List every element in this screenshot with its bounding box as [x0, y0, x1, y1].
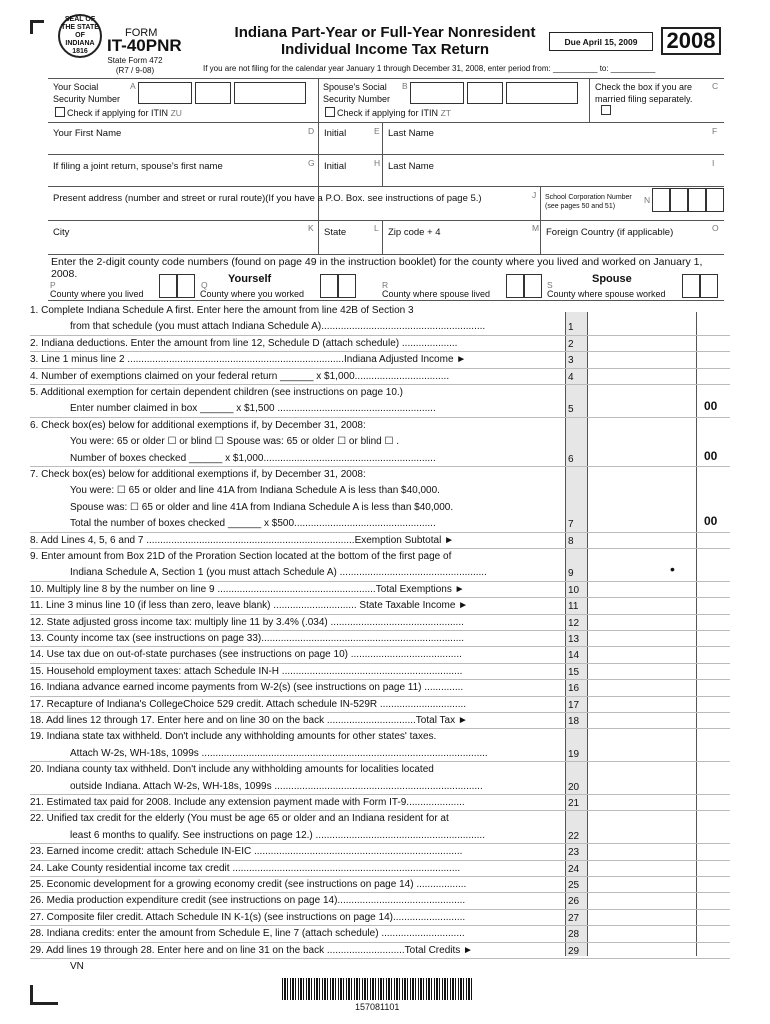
- due-date: Due April 15, 2009: [549, 32, 653, 51]
- line-item-text: 16. Indiana advance earned income payments from W-2(s) (see instructions on page 11) ..............: [30, 682, 464, 694]
- line-number: 12: [568, 617, 580, 629]
- line-number: 18: [568, 716, 580, 727]
- amount-field[interactable]: [588, 336, 696, 352]
- line-item-row: [30, 697, 730, 713]
- tax-year: 2008: [661, 27, 721, 55]
- amount-field[interactable]: [588, 926, 696, 942]
- line-item-text: 13. County income tax (see instructions on page 33).........................................................................: [30, 633, 465, 644]
- cents-value: 00: [704, 514, 718, 529]
- line-number: 8: [568, 535, 574, 547]
- cents-value: 00: [704, 399, 718, 414]
- barcode-number: 157081101: [355, 1002, 400, 1012]
- line-item-text: 12. State adjusted gross income tax: multiply line 11 by 3.4% (.034) ................................................: [30, 616, 464, 628]
- line-item-row: [30, 861, 730, 877]
- line-item-row: [30, 762, 730, 778]
- amount-field[interactable]: [588, 713, 696, 729]
- line-item-text: 28. Indiana credits: enter the amount from Schedule E, line 7 (attach schedule) ..............................: [30, 928, 465, 940]
- line-item-row: [30, 811, 730, 827]
- line-item-row: [30, 369, 730, 385]
- initial-field[interactable]: Initial: [324, 128, 347, 139]
- spouse-county-worked-label: County where spouse worked: [547, 289, 666, 299]
- line-item-text: 4. Number of exemptions claimed on your federal return ______ x $1,000..................................: [30, 370, 450, 382]
- amount-field[interactable]: [588, 451, 696, 467]
- amount-field[interactable]: [588, 582, 696, 598]
- line-item-text: 1. Complete Indiana Schedule A first. Enter here the amount from line 42B of Section 3: [30, 305, 414, 316]
- line-item-text: 24. Lake County residential income tax credit ..................................................................................: [30, 862, 461, 874]
- line-item-text: You were: ☐ 65 or older and line 41A from Indiana Schedule A is less than $40,000.: [70, 485, 440, 497]
- zip-field[interactable]: Zip code + 4: [388, 227, 441, 238]
- line-item-row: [30, 582, 730, 598]
- line-item-row: [30, 844, 730, 860]
- line-item-text: 18. Add lines 12 through 17. Enter here and on line 30 on the back ................................Total Tax ►: [30, 715, 468, 726]
- line-item-row: [30, 943, 730, 959]
- line-number: 3: [568, 355, 574, 367]
- county-intro: Enter the 2-digit county code numbers (found on page 49 in the instruction booklet) for the county where you lived and worked on January 1, 2008.: [51, 256, 703, 280]
- amount-field[interactable]: [588, 877, 696, 893]
- line-item-text: 27. Composite filer credit. Attach Schedule IN K-1(s) (see instructions on page 14)..........................: [30, 911, 466, 923]
- form-label: FORM: [125, 27, 158, 39]
- line-item-row: [30, 713, 730, 729]
- spouse-county-lived-label: County where spouse lived: [382, 289, 491, 299]
- foreign-country-field[interactable]: Foreign Country (if applicable): [546, 227, 674, 238]
- line-number: 24: [568, 863, 580, 875]
- first-name-field[interactable]: Your First Name: [53, 128, 122, 139]
- line-number: 28: [568, 929, 580, 941]
- line-item-row: [30, 598, 730, 614]
- line-item-row: [30, 664, 730, 680]
- amount-field[interactable]: [588, 647, 696, 663]
- line-number: 20: [568, 781, 580, 793]
- spouse-first-name-field[interactable]: If filing a joint return, spouse's first name: [53, 161, 223, 172]
- amount-field[interactable]: [588, 615, 696, 631]
- line-number: 25: [568, 880, 580, 891]
- school-corporation-label: School Corporation Number (see pages 50 and 51): [545, 194, 632, 210]
- line-number: 27: [568, 912, 580, 924]
- amount-field[interactable]: [588, 861, 696, 877]
- line-item-text: 15. Household employment taxes: attach Schedule IN-H .................................................................: [30, 665, 463, 677]
- amount-field[interactable]: [588, 844, 696, 860]
- line-item-row: [30, 877, 730, 893]
- line-item-row: [30, 336, 730, 352]
- line-number: 7: [568, 519, 574, 531]
- line-item-row: [30, 352, 730, 368]
- address-field[interactable]: Present address (number and street or rural route)(If you have a P.O. Box. see instructions of page 5.): [53, 193, 482, 204]
- city-field[interactable]: City: [53, 227, 70, 238]
- line-item-row: [30, 561, 730, 581]
- line-item-row: [30, 729, 730, 745]
- line-item-row: [30, 615, 730, 631]
- line-number: 2: [568, 338, 574, 350]
- line-item-row: [30, 795, 730, 811]
- amount-field[interactable]: [588, 533, 696, 549]
- itin-checkbox[interactable]: Check if applying for ITIN ZU: [53, 107, 182, 119]
- spouse-county-lived-box[interactable]: [506, 274, 542, 298]
- ssn-label: Your Social Security Number: [53, 82, 121, 104]
- line-item-text: 22. Unified tax credit for the elderly (You must be age 65 or older and an Indiana resident for at: [30, 813, 449, 825]
- line-item-text: from that schedule (you must attach Indiana Schedule A)...........................................................: [70, 321, 486, 333]
- line-item-row: [30, 549, 730, 565]
- line-item-text: Indiana Schedule A, Section 1 (you must attach Schedule A) .....................................................: [70, 567, 487, 579]
- spouse-itin-checkbox[interactable]: Check if applying for ITIN ZT: [323, 107, 451, 119]
- line-item-text: 20. Indiana county tax withheld. Don't include any withholding amounts for localities located: [30, 764, 434, 776]
- spouse-last-name-field[interactable]: Last Name: [388, 161, 434, 172]
- line-item-text: 26. Media production expenditure credit (see instructions on page 14)..............................................: [30, 895, 466, 907]
- line-item-row: [30, 893, 730, 909]
- amount-field[interactable]: [588, 779, 696, 795]
- spouse-ssn-field[interactable]: [410, 82, 578, 104]
- line-item-row: [30, 680, 730, 696]
- line-item-text: 19. Indiana state tax withheld. Don't include any withholding amounts for other states' taxes.: [30, 731, 437, 743]
- line-item-text: 3. Line 1 minus line 2 ..............................................................................Indiana Adjusted Income ►: [30, 354, 467, 366]
- line-item-text: 6. Check box(es) below for additional exemptions if, by December 31, 2008:: [30, 419, 366, 431]
- amount-field[interactable]: [588, 598, 696, 614]
- line-number: 26: [568, 896, 580, 908]
- cents-value: 00: [704, 448, 718, 463]
- line-item-text: 10. Multiply line 8 by the number on line 9 .........................................................Total Exemptions ►: [30, 583, 465, 595]
- amount-field[interactable]: [588, 893, 696, 909]
- amount-field[interactable]: [588, 631, 696, 647]
- line-number: 5: [568, 404, 574, 416]
- line-item-text: Number of boxes checked ______ x $1,000..............................................................: [70, 452, 436, 464]
- line-item-text: 7. Check box(es) below for additional exemptions if, by December 31, 2008:: [30, 469, 366, 480]
- line-item-text: outside Indiana. Attach W-2s, WH-18s, 1099s ...........................................................................: [70, 780, 483, 792]
- amount-field[interactable]: [588, 516, 696, 532]
- line-item-row: [30, 401, 730, 417]
- amount-field[interactable]: [588, 697, 696, 713]
- line-item-row: [30, 647, 730, 663]
- last-name-field[interactable]: Last Name: [388, 128, 434, 139]
- line-number: 10: [568, 584, 580, 596]
- line-item-text: You were: 65 or older ☐ or blind ☐ Spouse was: 65 or older ☐ or blind ☐ .: [70, 436, 399, 448]
- state-form-number: State Form 472 (R7 / 9-08): [107, 56, 163, 75]
- line-number: 21: [568, 798, 580, 809]
- line-item-row: [30, 959, 730, 975]
- yourself-heading: Yourself: [228, 273, 272, 285]
- amount-field[interactable]: [588, 369, 696, 385]
- line-item-row: [30, 926, 730, 942]
- line-number: 23: [568, 847, 580, 859]
- line-item-row: [30, 516, 730, 532]
- line-item-text: Spouse was: ☐ 65 or older and line 41A from Indiana Schedule A is less than $40,000.: [70, 501, 454, 513]
- amount-field[interactable]: [588, 828, 696, 844]
- corner-mark-bottom: [30, 985, 58, 1005]
- state-field[interactable]: State: [324, 227, 347, 238]
- amount-field[interactable]: [588, 352, 696, 368]
- line-item-text: 2. Indiana deductions. Enter the amount from line 12, Schedule D (attach schedule) ....................: [30, 337, 458, 349]
- line-item-text: Total the number of boxes checked ______ x $500...................................................: [70, 518, 436, 530]
- spouse-heading: Spouse: [592, 273, 632, 285]
- line-item-row: [30, 828, 730, 844]
- line-number: 13: [568, 634, 580, 645]
- line-number: 19: [568, 748, 580, 760]
- line-item-row: [30, 434, 730, 450]
- amount-field[interactable]: [588, 565, 696, 581]
- line-item-row: [30, 467, 730, 483]
- line-number: 1: [568, 322, 574, 334]
- line-item-row: [30, 631, 730, 647]
- line-item-text: least 6 months to qualify. See instructions on page 12.) .............................................................: [70, 829, 485, 841]
- line-item-row: [30, 533, 730, 549]
- line-item-row: [30, 448, 730, 467]
- line-item-row: [30, 483, 730, 499]
- line-item-text: VN: [70, 961, 84, 972]
- line-item-row: [30, 746, 730, 762]
- line-item-text: 25. Economic development for a growing economy credit (see instructions on page 14) ..................: [30, 879, 467, 890]
- decimal-point: •: [670, 561, 675, 578]
- state-seal: SEAL OF THE STATE OF INDIANA 1816: [58, 14, 102, 58]
- corner-mark-top: [30, 20, 44, 34]
- line-item-text: 8. Add Lines 4, 5, 6 and 7 ...........................................................................Exemption Subtotal ►: [30, 534, 454, 546]
- line-number: 16: [568, 683, 580, 695]
- line-number: 9: [568, 568, 574, 580]
- line-number: 15: [568, 666, 580, 678]
- line-item-text: 23. Earned income credit: attach Schedule IN-EIC ...........................................................................: [30, 846, 463, 858]
- amount-field[interactable]: [588, 910, 696, 926]
- form-code: IT-40PNR: [107, 36, 182, 55]
- spouse-ssn-label: Spouse's Social Security Number: [323, 82, 391, 104]
- line-number: 11: [568, 601, 579, 613]
- amount-field[interactable]: [588, 401, 696, 417]
- ssn-field[interactable]: [138, 82, 306, 104]
- line-item-row: [30, 418, 730, 434]
- line-item-row: [30, 500, 730, 516]
- spouse-county-worked-box[interactable]: [682, 274, 718, 298]
- amount-field[interactable]: [588, 680, 696, 696]
- amount-field[interactable]: [588, 319, 696, 335]
- line-item-text: 29. Add lines 19 through 28. Enter here and on line 31 on the back ............................Total Credits ►: [30, 944, 473, 956]
- school-corporation-field[interactable]: [652, 188, 724, 212]
- line-item-text: 11. Line 3 minus line 10 (if less than zero, leave blank) .............................. State Taxable Income ►: [30, 600, 469, 612]
- line-number: 17: [568, 699, 580, 711]
- line-item-text: Enter number claimed in box ______ x $1,500 .........................................................: [70, 403, 436, 415]
- line-item-row: [30, 910, 730, 926]
- line-item-text: 17. Recapture of Indiana's CollegeChoice 529 credit. Attach schedule IN-529R ...............................: [30, 698, 467, 710]
- line-item-text: 21. Estimated tax paid for 2008. Include any extension payment made with Form IT-9.....................: [30, 797, 465, 808]
- line-item-text: Attach W-2s, WH-18s, 1099s .......................................................................................................: [70, 747, 488, 759]
- amount-field[interactable]: [588, 664, 696, 680]
- amount-field[interactable]: [588, 943, 696, 959]
- line-item-text: 5. Additional exemption for certain dependent children (see instructions on page 10.): [30, 387, 404, 398]
- spouse-initial-field[interactable]: Initial: [324, 161, 347, 172]
- line-item-row: [30, 303, 730, 319]
- line-item-text: 14. Use tax due on out-of-state purchases (see instructions on page 10) ........................................: [30, 649, 462, 661]
- amount-field[interactable]: [588, 746, 696, 762]
- line-number: 14: [568, 650, 580, 662]
- period-text: If you are not filing for the calendar year January 1 through December 31, 2008, enter period from: __________ to: __________: [203, 64, 656, 73]
- line-number: 4: [568, 371, 574, 383]
- county-worked-label: County where you worked: [200, 289, 305, 299]
- line-item-row: [30, 385, 730, 401]
- county-lived-label: County where you lived: [50, 289, 144, 299]
- barcode: [282, 978, 474, 1000]
- line-number: 6: [568, 453, 574, 465]
- line-item-row: [30, 779, 730, 795]
- amount-field[interactable]: [588, 795, 696, 811]
- county-lived-box[interactable]: [159, 274, 195, 298]
- form-title: Indiana Part-Year or Full-Year Nonresident Individual Income Tax Return: [234, 24, 536, 58]
- line-number: 29: [568, 945, 580, 957]
- line-number: 22: [568, 830, 580, 842]
- county-worked-box[interactable]: [320, 274, 356, 298]
- line-item-text: 9. Enter amount from Box 21D of the Proration Section located at the bottom of the first page of: [30, 551, 452, 562]
- line-item-row: [30, 319, 730, 335]
- married-filing-separately[interactable]: Check the box if you are married filing separately.: [595, 81, 705, 117]
